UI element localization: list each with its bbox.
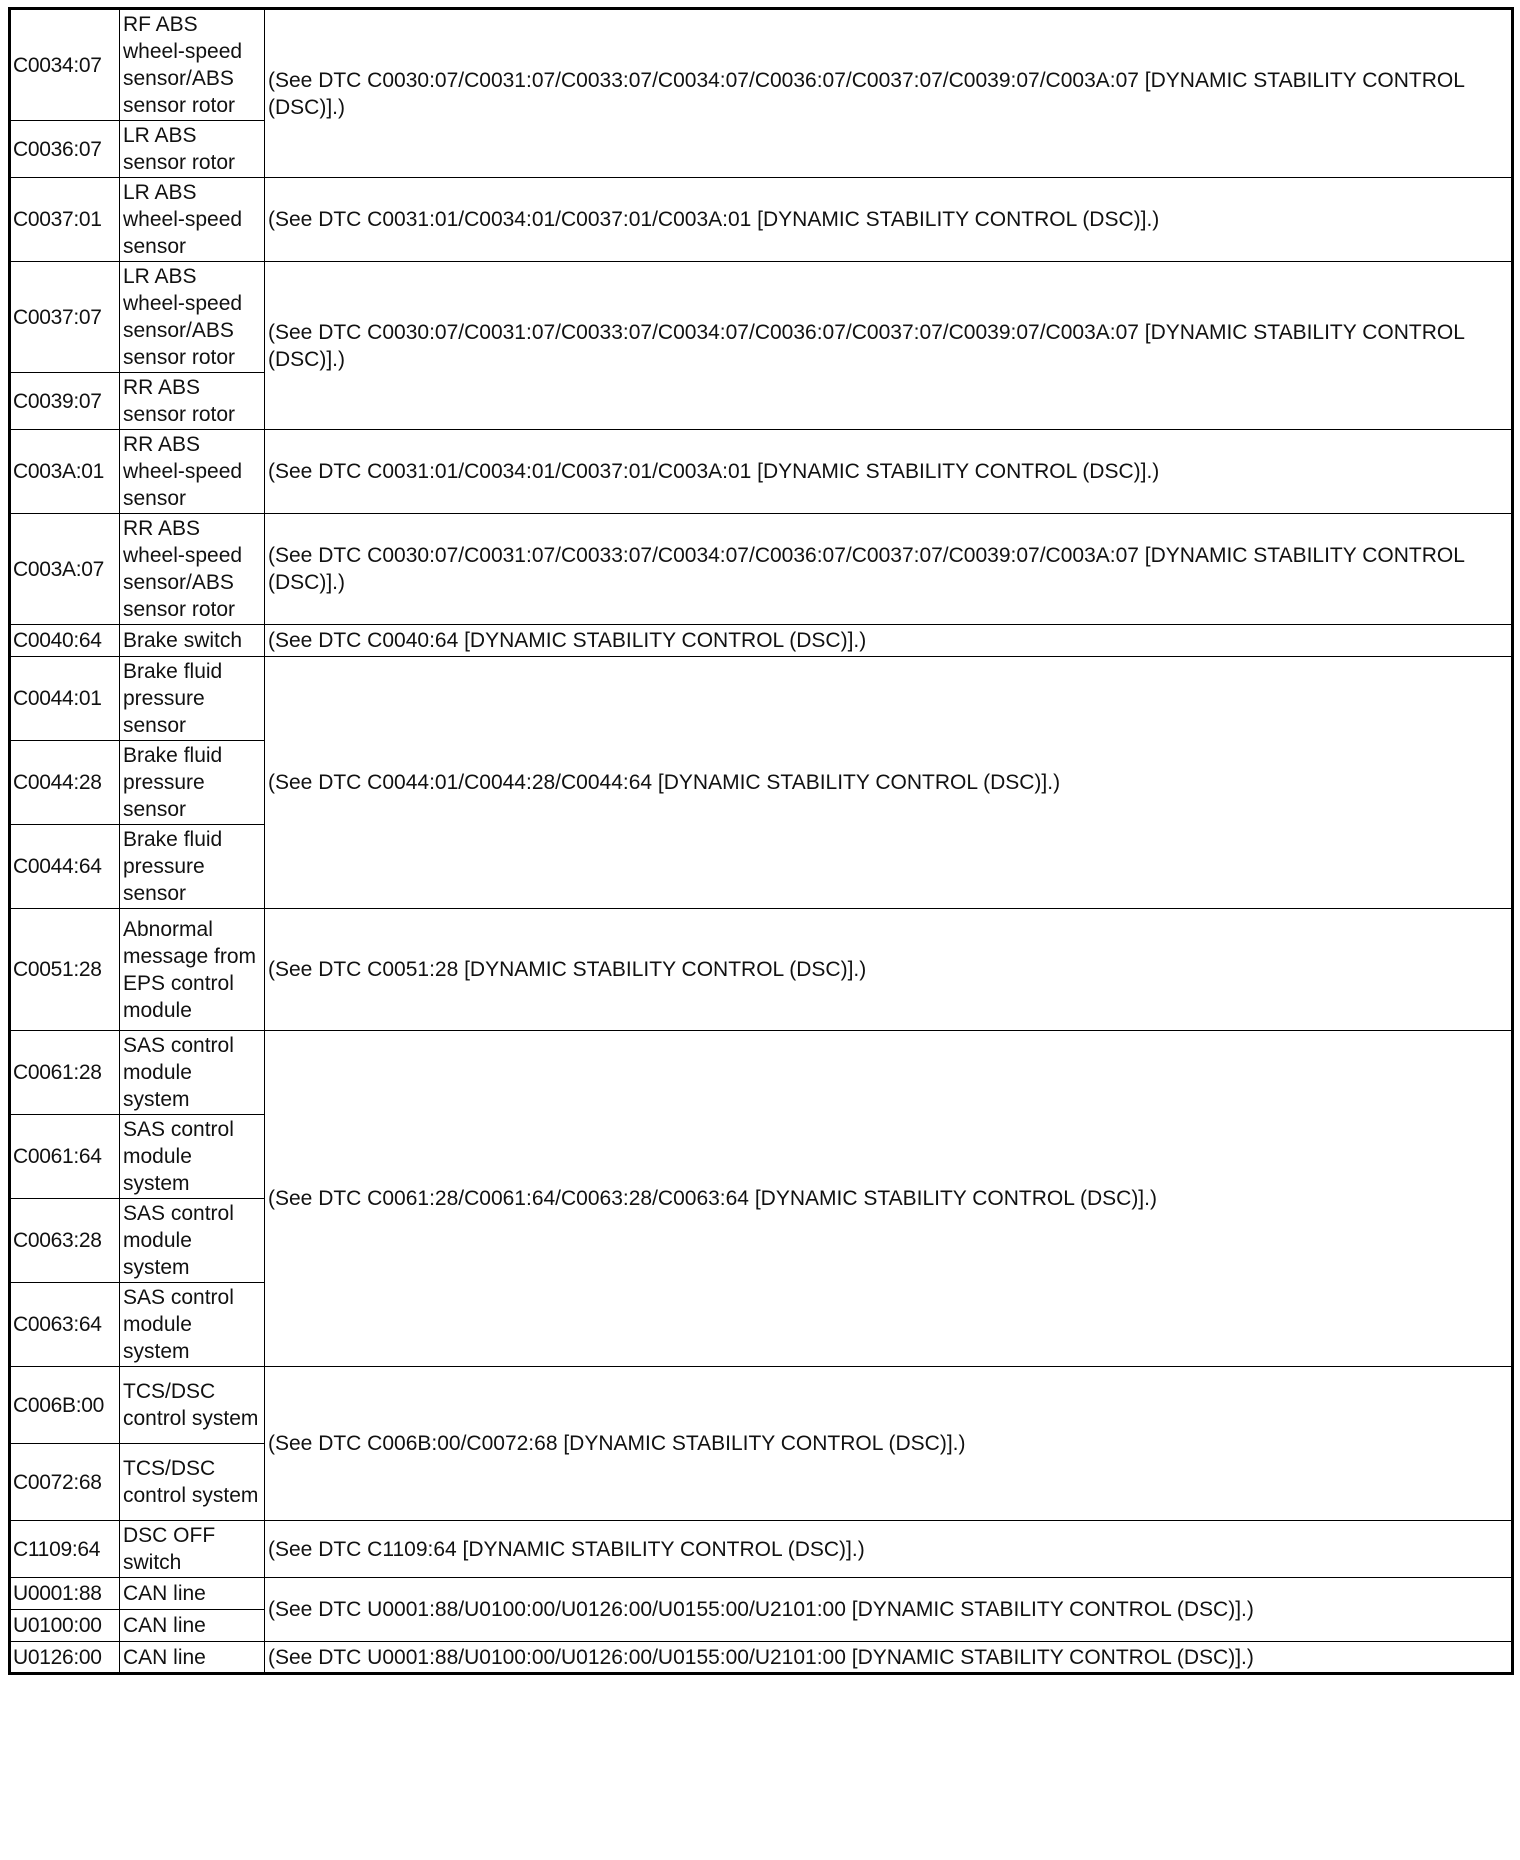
dtc-code: C006B:00 — [10, 1367, 120, 1444]
dtc-name: SAS control module system — [120, 1199, 265, 1283]
dtc-name: LR ABS wheel-speed sensor — [120, 178, 265, 262]
dtc-code: C0044:64 — [10, 825, 120, 909]
dtc-reference: (See DTC C1109:64 [DYNAMIC STABILITY CONTROL (DSC)].) — [265, 1521, 1513, 1578]
dtc-code: C0036:07 — [10, 121, 120, 178]
dtc-code: C0044:01 — [10, 657, 120, 741]
dtc-code: C0061:64 — [10, 1115, 120, 1199]
dtc-code: U0126:00 — [10, 1642, 120, 1674]
dtc-code: C0037:01 — [10, 178, 120, 262]
table-row — [10, 1642, 1513, 1674]
dtc-code: U0100:00 — [10, 1610, 120, 1642]
table-row — [10, 9, 1513, 121]
dtc-code: C0044:28 — [10, 741, 120, 825]
dtc-code: U0001:88 — [10, 1578, 120, 1610]
dtc-reference: (See DTC C0030:07/C0031:07/C0033:07/C0034:07/C0036:07/C0037:07/C0039:07/C003A:07 [DYNAMIC STABILITY CONTROL (DSC)].) — [265, 9, 1513, 178]
dtc-name: Brake fluid pressure sensor — [120, 741, 265, 825]
dtc-code: C0037:07 — [10, 262, 120, 373]
dtc-name: RR ABS sensor rotor — [120, 373, 265, 430]
dtc-name: Brake fluid pressure sensor — [120, 825, 265, 909]
dtc-reference: (See DTC C0030:07/C0031:07/C0033:07/C0034:07/C0036:07/C0037:07/C0039:07/C003A:07 [DYNAMIC STABILITY CONTROL (DSC)].) — [265, 514, 1513, 625]
dtc-reference: (See DTC C0061:28/C0061:64/C0063:28/C0063:64 [DYNAMIC STABILITY CONTROL (DSC)].) — [265, 1031, 1513, 1367]
table-row — [10, 514, 1513, 625]
dtc-code: C0039:07 — [10, 373, 120, 430]
dtc-name: RR ABS wheel-speed sensor — [120, 430, 265, 514]
dtc-table — [8, 7, 1514, 1675]
dtc-reference: (See DTC C0051:28 [DYNAMIC STABILITY CONTROL (DSC)].) — [265, 909, 1513, 1031]
dtc-code: C0040:64 — [10, 625, 120, 657]
dtc-code: C003A:07 — [10, 514, 120, 625]
dtc-name: LR ABS wheel-speed sensor/ABS sensor rotor — [120, 262, 265, 373]
dtc-name: Brake switch — [120, 625, 265, 657]
table-row — [10, 430, 1513, 514]
dtc-name: TCS/DSC control system — [120, 1444, 265, 1521]
dtc-code: C1109:64 — [10, 1521, 120, 1578]
table-row — [10, 1031, 1513, 1115]
dtc-reference: (See DTC U0001:88/U0100:00/U0126:00/U0155:00/U2101:00 [DYNAMIC STABILITY CONTROL (DSC)].) — [265, 1642, 1513, 1674]
dtc-reference: (See DTC C006B:00/C0072:68 [DYNAMIC STABILITY CONTROL (DSC)].) — [265, 1367, 1513, 1521]
dtc-name: CAN line — [120, 1642, 265, 1674]
dtc-name: Abnormal message from EPS control module — [120, 909, 265, 1031]
dtc-code: C003A:01 — [10, 430, 120, 514]
table-row — [10, 1367, 1513, 1444]
table-row — [10, 909, 1513, 1031]
table-row — [10, 1578, 1513, 1610]
dtc-reference: (See DTC U0001:88/U0100:00/U0126:00/U0155:00/U2101:00 [DYNAMIC STABILITY CONTROL (DSC)].) — [265, 1578, 1513, 1642]
dtc-reference: (See DTC C0030:07/C0031:07/C0033:07/C0034:07/C0036:07/C0037:07/C0039:07/C003A:07 [DYNAMIC STABILITY CONTROL (DSC)].) — [265, 262, 1513, 430]
dtc-reference: (See DTC C0044:01/C0044:28/C0044:64 [DYNAMIC STABILITY CONTROL (DSC)].) — [265, 657, 1513, 909]
dtc-name: SAS control module system — [120, 1115, 265, 1199]
dtc-reference: (See DTC C0031:01/C0034:01/C0037:01/C003A:01 [DYNAMIC STABILITY CONTROL (DSC)].) — [265, 178, 1513, 262]
dtc-code: C0072:68 — [10, 1444, 120, 1521]
dtc-code: C0063:64 — [10, 1283, 120, 1367]
dtc-name: LR ABS sensor rotor — [120, 121, 265, 178]
dtc-name: Brake fluid pressure sensor — [120, 657, 265, 741]
dtc-name: CAN line — [120, 1610, 265, 1642]
dtc-name: TCS/DSC control system — [120, 1367, 265, 1444]
dtc-name: RF ABS wheel-speed sensor/ABS sensor rotor — [120, 9, 265, 121]
table-row — [10, 178, 1513, 262]
dtc-name: DSC OFF switch — [120, 1521, 265, 1578]
table-row — [10, 262, 1513, 373]
table-row — [10, 657, 1513, 741]
dtc-name: SAS control module system — [120, 1031, 265, 1115]
dtc-reference: (See DTC C0031:01/C0034:01/C0037:01/C003A:01 [DYNAMIC STABILITY CONTROL (DSC)].) — [265, 430, 1513, 514]
dtc-code: C0061:28 — [10, 1031, 120, 1115]
dtc-name: CAN line — [120, 1578, 265, 1610]
dtc-name: SAS control module system — [120, 1283, 265, 1367]
table-row — [10, 1521, 1513, 1578]
dtc-name: RR ABS wheel-speed sensor/ABS sensor rotor — [120, 514, 265, 625]
dtc-code: C0034:07 — [10, 9, 120, 121]
dtc-reference: (See DTC C0040:64 [DYNAMIC STABILITY CONTROL (DSC)].) — [265, 625, 1513, 657]
dtc-code: C0063:28 — [10, 1199, 120, 1283]
table-row — [10, 625, 1513, 657]
dtc-code: C0051:28 — [10, 909, 120, 1031]
